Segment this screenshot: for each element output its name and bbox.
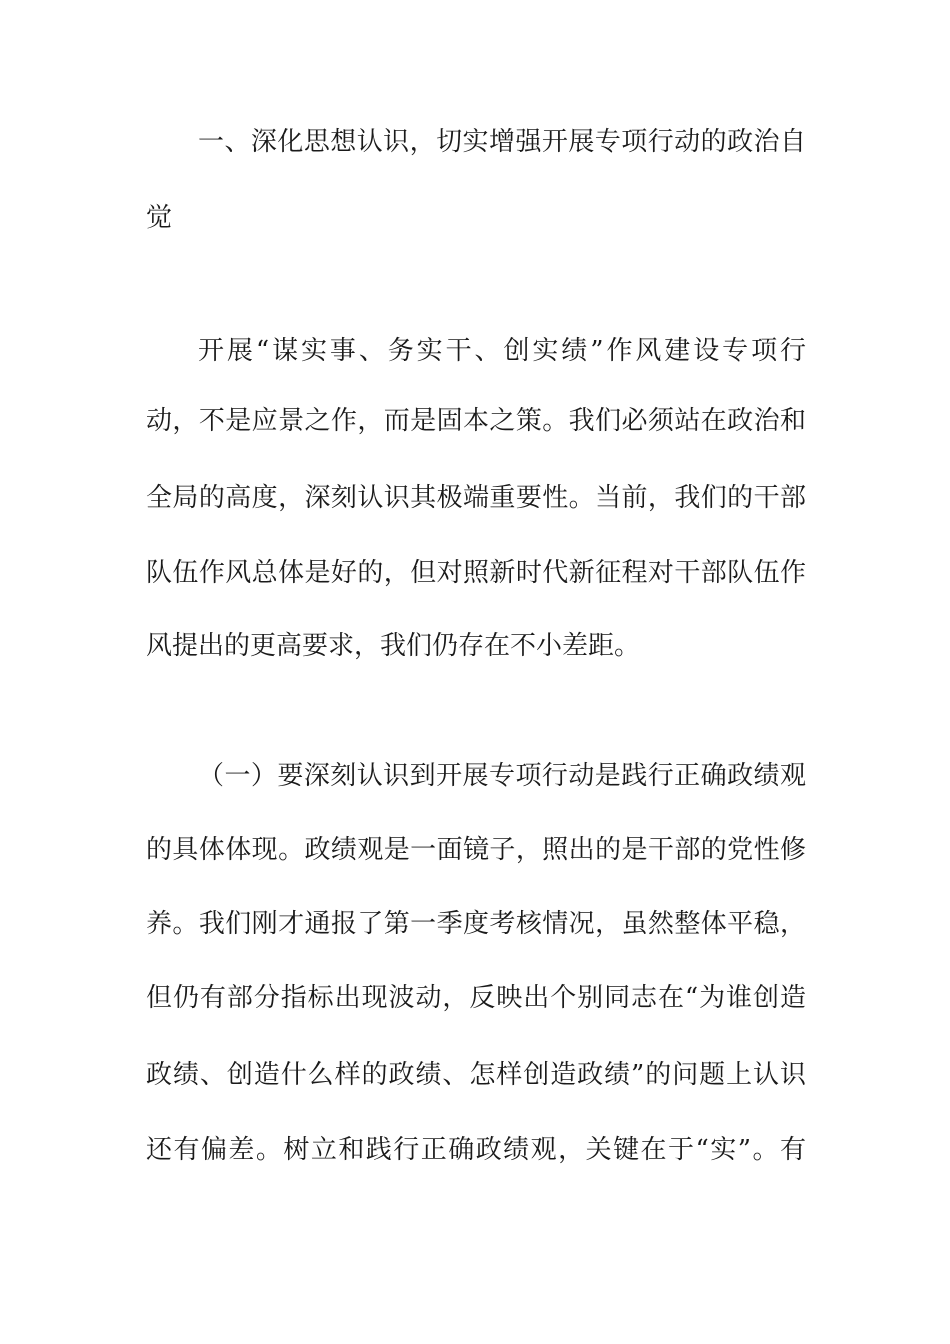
paragraph-line: 还有偏差。树立和践行正确政绩观，关键在于“实”。有 (146, 1135, 806, 1165)
paragraph-line: （一）要深刻认识到开展专项行动是践行正确政绩观 (198, 761, 806, 791)
paragraph-line: 队伍作风总体是好的，但对照新时代新征程对干部队伍作 (146, 558, 806, 588)
paragraph-line: 动，不是应景之作，而是固本之策。我们必须站在政治和 (146, 406, 806, 436)
paragraph-line: 开展“谋实事、务实干、创实绩”作风建设专项行 (198, 336, 806, 366)
section-heading-line: 一、深化思想认识，切实增强开展专项行动的政治自 (198, 127, 806, 157)
paragraph-line: 但仍有部分指标出现波动，反映出个别同志在“为谁创造 (146, 983, 806, 1013)
paragraph-line: 养。我们刚才通报了第一季度考核情况，虽然整体平稳， (146, 909, 806, 939)
paragraph-line: 政绩、创造什么样的政绩、怎样创造政绩”的问题上认识 (146, 1060, 806, 1090)
paragraph-line: 风提出的更高要求，我们仍存在不小差距。 (146, 631, 641, 661)
paragraph-line: 全局的高度，深刻认识其极端重要性。当前，我们的干部 (146, 483, 806, 513)
section-heading-line: 觉 (146, 203, 173, 233)
paragraph-line: 的具体体现。政绩观是一面镜子，照出的是干部的党性修 (146, 835, 806, 865)
